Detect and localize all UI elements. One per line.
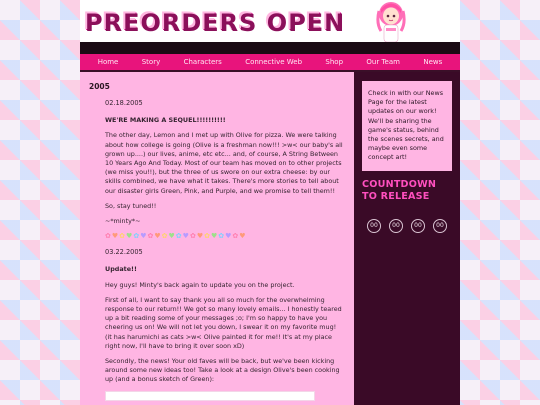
year-heading: 2005	[89, 82, 110, 91]
rainbow-divider-icon: ✿ ♥ ✿ ♥ ✿ ♥ ✿ ♥ ✿ ♥ ✿ ♥ ✿ ♥ ✿ ♥ ✿ ♥ ✿ ♥	[105, 232, 246, 241]
countdown-minutes: 00	[411, 219, 425, 233]
site-container	[80, 0, 460, 405]
header-banner	[80, 0, 460, 42]
content-wrapper	[80, 72, 460, 405]
countdown-days: 00	[367, 219, 381, 233]
sidebar	[354, 72, 460, 405]
countdown-title: COUNTDOWN TO RELEASE	[362, 178, 437, 202]
post-headline: Update!!	[105, 265, 137, 274]
countdown-timer	[362, 219, 452, 233]
countdown-hours: 00	[389, 219, 403, 233]
news-info-text: Check in with our News Page for the latest updates on our work! We'll be sharing the game's status, behind the scenes secrets, and maybe even some concept art!	[368, 89, 444, 162]
design-image	[105, 391, 315, 401]
mascot-icon	[376, 1, 406, 42]
post-paragraph: First of all, I want to say thank you all so much for the overwhelming response to our return!! We got so many lovely emails... I honestly teared up a bit reading some of your messages ;o; I'm so happy to have you cheering us on! We will not let you down, I swear it on my favorite mug! (it has harumichi as cats >w< Olive painted it for me!! It's at my place right now, I'll have to bring it over soon xD)	[105, 295, 342, 350]
nav-story[interactable]: Story	[141, 58, 161, 66]
news-info-box	[362, 81, 452, 171]
countdown-seconds: 00	[433, 219, 447, 233]
main-nav	[80, 54, 460, 70]
post-date: 03.22.2005	[105, 248, 143, 257]
post-paragraph: So, stay tuned!!	[105, 201, 157, 210]
nav-our-team[interactable]: Our Team	[366, 58, 400, 66]
nav-connective-web[interactable]: Connective Web	[245, 58, 303, 66]
post-paragraph: Secondly, the news! Your old faves will be back, but we've been kicking around some new ideas too! Take a look at a design Olive's been cooking up (and a bonus sketch of Green):	[105, 357, 340, 384]
nav-news[interactable]: News	[423, 58, 443, 66]
post-signature: ~*minty*~	[105, 217, 141, 226]
post-headline: WE'RE MAKING A SEQUEL!!!!!!!!!!	[105, 116, 226, 125]
nav-shop[interactable]: Shop	[325, 58, 344, 66]
banner-title: PREORDERS OPEN	[84, 8, 345, 36]
nav-home[interactable]: Home	[97, 58, 119, 66]
top-strip	[80, 42, 460, 54]
news-main-column	[80, 72, 354, 405]
post-paragraph: Hey guys! Minty's back again to update you on the project.	[105, 280, 295, 289]
news-post	[89, 248, 354, 400]
post-paragraph: The other day, Lemon and I met up with Olive for pizza. We were talking about how college is going (Olive is a freshman now!!! >w< our baby's all grown up....) our lives, anime, etc etc... and, of course, A String Between 10 Years Ago And Today. Most of our team has moved on to other projects (we miss you!!), but the three of us swore on our extra cheese: by our skills combined, we have what it takes. There's more stories to tell about our disaster girls Green, Pink, and Purple, and we promise to tell them!!	[105, 131, 343, 195]
post-date: 02.18.2005	[105, 99, 143, 107]
news-post	[89, 99, 354, 240]
nav-characters[interactable]: Characters	[183, 58, 222, 66]
